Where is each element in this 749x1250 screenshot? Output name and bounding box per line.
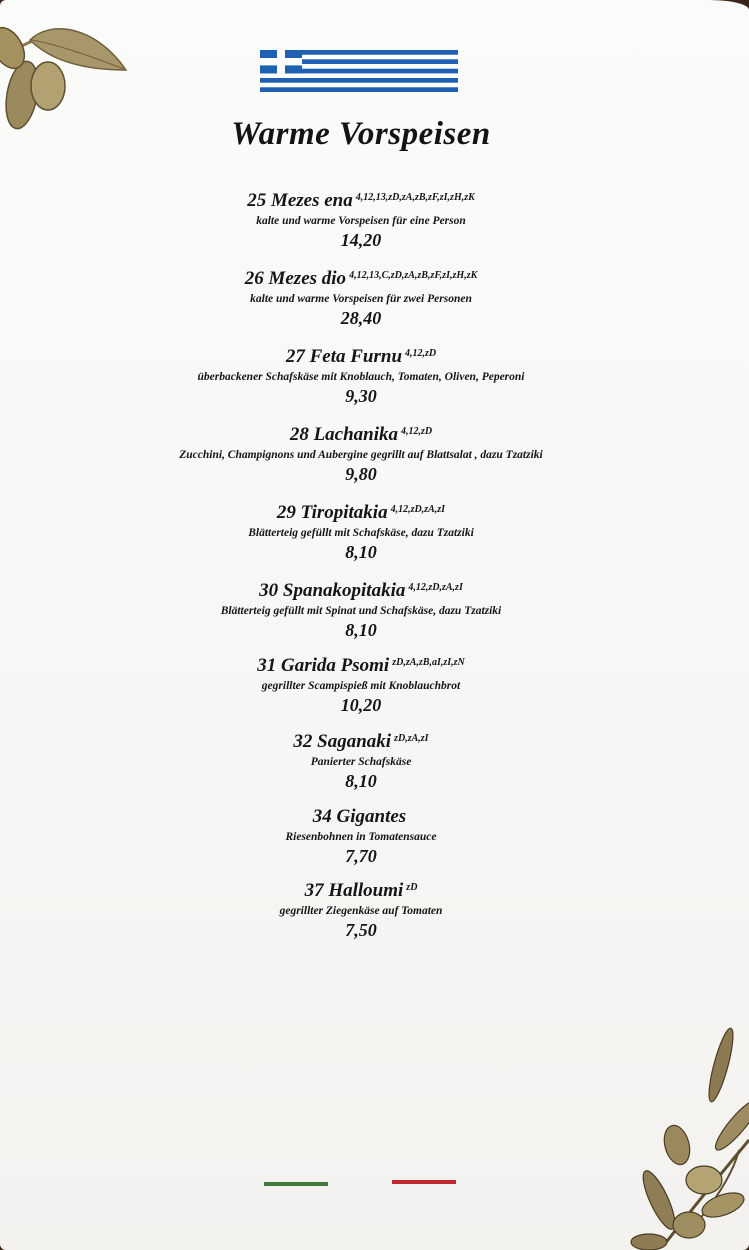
item-description: gegrillter Ziegenkäse auf Tomaten (279, 905, 443, 917)
menu-item (0, 190, 722, 250)
item-price: 9,30 (345, 386, 377, 406)
item-description: gegrillter Scampispieß mit Knoblauchbrot (261, 680, 461, 692)
item-description: kalte und warme Vorspeisen für eine Person (256, 215, 466, 227)
item-price: 7,50 (345, 920, 377, 940)
page-title: Warme Vorspeisen (231, 116, 491, 152)
item-name: 26 Mezes dio (244, 268, 347, 289)
menu-item (0, 806, 722, 866)
item-name: 31 Garida Psomi (257, 655, 390, 676)
item-price: 28,40 (340, 308, 382, 328)
olive-branch-icon (629, 1020, 749, 1250)
item-price: 10,20 (340, 695, 382, 715)
item-price: 8,10 (345, 771, 377, 791)
item-price: 8,10 (345, 620, 377, 640)
menu-item (0, 580, 722, 640)
item-allergens: 4,12,13,zD,zA,zB,zF,zI,zH,zK (355, 192, 475, 203)
item-price: 7,70 (345, 846, 377, 866)
item-description: Zucchini, Champignons und Aubergine gegrillt auf Blattsalat , dazu Tzatziki (179, 449, 543, 461)
item-name: 37 Halloumi (304, 880, 404, 901)
item-description: Riesenbohnen in Tomatensauce (285, 831, 437, 843)
red-divider (392, 1180, 456, 1184)
item-price: 9,80 (345, 464, 377, 484)
item-name: 34 Gigantes (312, 806, 407, 827)
item-price: 14,20 (340, 230, 382, 250)
menu-item (0, 346, 722, 406)
item-description: Panierter Schafskäse (310, 756, 412, 768)
menu-item (0, 502, 722, 562)
item-allergens: 4,12,zD (405, 348, 437, 359)
item-price: 8,10 (345, 542, 377, 562)
green-divider (264, 1182, 328, 1186)
item-allergens: zD,zA,zI (394, 733, 429, 744)
item-name: 29 Tiropitakia (276, 502, 388, 523)
menu-item (0, 655, 722, 715)
item-name: 32 Saganaki (293, 731, 392, 752)
item-name: 30 Spanakopitakia (259, 580, 406, 601)
item-name: 27 Feta Furnu (285, 346, 403, 367)
menu-item (0, 268, 722, 328)
item-allergens: zD,zA,zB,aI,zI,zN (392, 657, 465, 668)
menu-item (0, 880, 722, 940)
menu-item (0, 731, 722, 791)
item-allergens: 4,12,zD (401, 426, 433, 437)
item-description: überbackener Schafskäse mit Knoblauch, Tomaten, Oliven, Peperoni (197, 371, 525, 383)
item-allergens: zD (406, 882, 418, 893)
greek-flag-icon (260, 50, 458, 92)
item-allergens: 4,12,13,C,zD,zA,zB,zF,zI,zH,zK (349, 270, 478, 281)
item-allergens: 4,12,zD,zA,zI (408, 582, 463, 593)
item-description: Blätterteig gefüllt mit Spinat und Schafskäse, dazu Tzatziki (220, 605, 502, 617)
item-description: Blätterteig gefüllt mit Schafskäse, dazu Tzatziki (248, 527, 474, 539)
item-allergens: 4,12,zD,zA,zI (390, 504, 446, 515)
item-name: 28 Lachanika (289, 424, 399, 445)
item-name: 25 Mezes ena (247, 190, 353, 211)
menu-item (0, 424, 722, 484)
item-description: kalte und warme Vorspeisen für zwei Personen (250, 293, 472, 305)
